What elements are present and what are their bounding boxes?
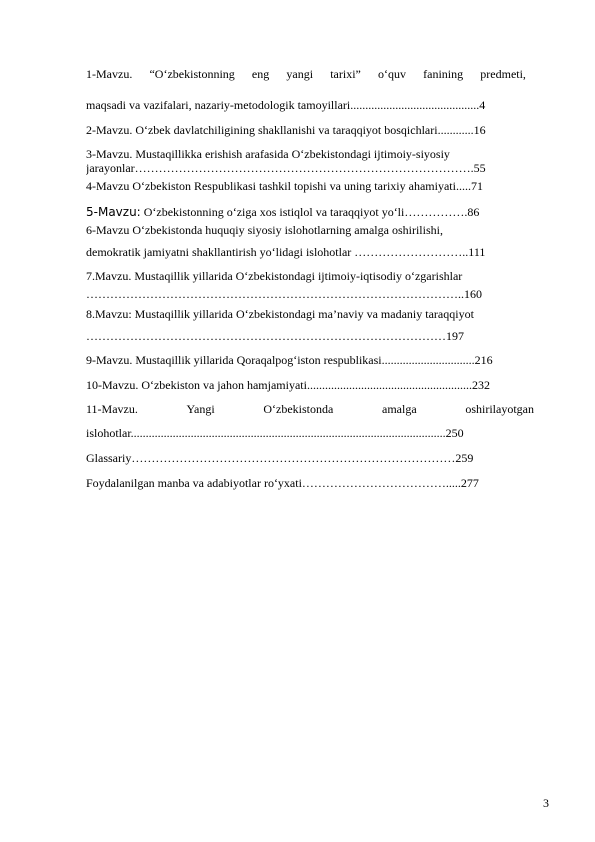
toc-entry-2[interactable]: 2-Mavzu. O‘zbek davlatchiligining shakllanishi va taraqqiyot bosqichlari............16 — [86, 124, 486, 137]
toc-entry-1-continuation[interactable]: maqsadi va vazifalari, nazariy-metodologik tamoyillari...........................................4 — [86, 99, 486, 112]
toc-entry-5-text: O‘zbekistonning o‘ziga xos istiqlol va taraqqiyot yo‘li…………….86 — [140, 206, 480, 219]
toc-sources[interactable]: Foydalanilgan manba va adabiyotlar ro‘yxati……………………………….....277 — [86, 477, 479, 490]
toc-entry-11-continuation[interactable]: islohotlar.........................................................................................................250 — [86, 427, 464, 440]
toc-entry-8-continuation[interactable]: ………………………………………………………………………………197 — [86, 330, 464, 343]
toc-entry-5-prefix: 5-Mavzu: — [86, 206, 141, 219]
toc-entry-7-title[interactable]: 7.Mavzu. Mustaqillik yillarida O‘zbekistondagi ijtimoiy-iqtisodiy o‘zgarishlar — [86, 270, 463, 283]
toc-entry-11-title[interactable]: 11-Mavzu. Yangi O‘zbekistonda amalga oshirilayotgan — [86, 403, 534, 416]
toc-entry-6-title[interactable]: 6-Mavzu O‘zbekistonda huquqiy siyosiy islohotlarning amalga oshirilishi, — [86, 224, 443, 237]
toc-entry-7-continuation[interactable]: …………………………………………………………………………………..160 — [86, 288, 482, 301]
page-number: 3 — [543, 796, 549, 810]
toc-entry-3-continuation[interactable]: jarayonlar………………………………………………………………………….55 — [86, 162, 486, 175]
toc-entry-8-title[interactable]: 8.Mavzu: Mustaqillik yillarida O‘zbekistondagi ma’naviy va madaniy taraqqiyot — [86, 308, 474, 321]
toc-glossary[interactable]: Glassariy………………………………………………………………………259 — [86, 452, 474, 465]
toc-entry-6-continuation[interactable]: demokratik jamiyatni shakllantirish yo‘lidagi islohotlar ………………………..111 — [86, 246, 486, 259]
toc-entry-3-title[interactable]: 3-Mavzu. Mustaqillikka erishish arafasida O‘zbekistondagi ijtimoiy-siyosiy — [86, 148, 450, 161]
toc-entry-9[interactable]: 9-Mavzu. Mustaqillik yillarida Qoraqalpog‘iston respublikasi...............................216 — [86, 354, 493, 367]
toc-entry-4[interactable]: 4-Mavzu O‘zbekiston Respublikasi tashkil topishi va uning tarixiy ahamiyati.....71 — [86, 180, 483, 193]
toc-entry-5[interactable] — [86, 206, 560, 219]
toc-entry-10[interactable]: 10-Mavzu. O‘zbekiston va jahon hamjamiyati.......................................................232 — [86, 379, 490, 392]
toc-entry-1-title: 1-Mavzu. “O‘zbekistonning eng yangi tarixi” o‘quv fanining predmeti, — [86, 68, 526, 81]
